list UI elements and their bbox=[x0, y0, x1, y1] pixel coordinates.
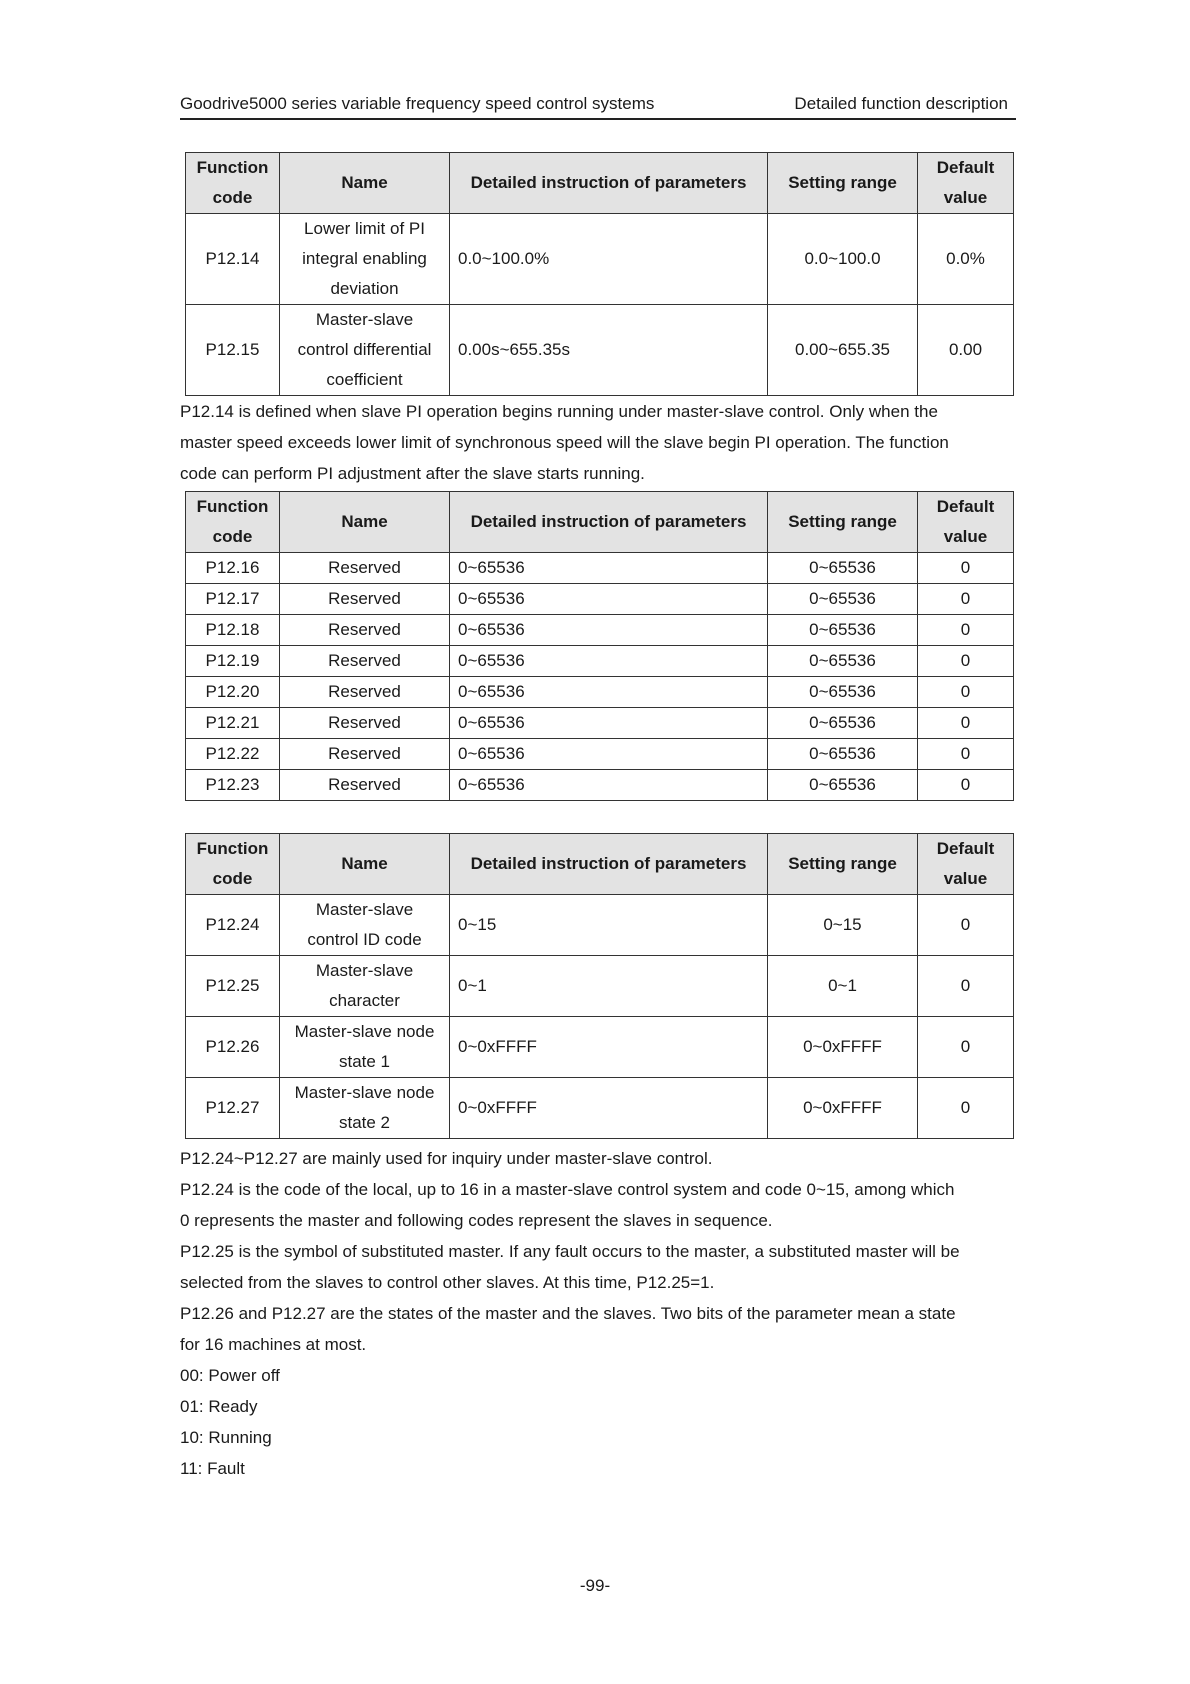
cell-range: 0~0xFFFF bbox=[768, 1017, 918, 1078]
cell-name: Reserved bbox=[280, 646, 450, 677]
table-header-row bbox=[186, 834, 1014, 895]
table-row bbox=[186, 956, 1014, 1017]
cell-code: P12.21 bbox=[186, 708, 280, 739]
cell-detail: 0.0~100.0% bbox=[450, 214, 768, 305]
cell-name: Reserved bbox=[280, 615, 450, 646]
table-row bbox=[186, 305, 1014, 396]
cell-default: 0.00 bbox=[918, 305, 1014, 396]
table-row bbox=[186, 615, 1014, 646]
cell-name: Master-slave node state 2 bbox=[280, 1078, 450, 1139]
cell-default: 0 bbox=[918, 708, 1014, 739]
cell-range: 0~65536 bbox=[768, 584, 918, 615]
cell-range: 0~65536 bbox=[768, 677, 918, 708]
state-item: 01: Ready bbox=[180, 1397, 258, 1416]
table-row bbox=[186, 584, 1014, 615]
header-name: Name bbox=[280, 834, 450, 895]
cell-name: Master-slave character bbox=[280, 956, 450, 1017]
cell-code: P12.15 bbox=[186, 305, 280, 396]
table-row bbox=[186, 895, 1014, 956]
header-detailed-instruction: Detailed instruction of parameters bbox=[450, 153, 768, 214]
cell-name: Reserved bbox=[280, 584, 450, 615]
cell-code: P12.18 bbox=[186, 615, 280, 646]
cell-code: P12.17 bbox=[186, 584, 280, 615]
cell-default: 0 bbox=[918, 677, 1014, 708]
cell-name: Reserved bbox=[280, 553, 450, 584]
cell-range: 0~65536 bbox=[768, 553, 918, 584]
cell-detail: 0~15 bbox=[450, 895, 768, 956]
state-item: 10: Running bbox=[180, 1428, 272, 1447]
cell-name: Master-slave control differential coefficient bbox=[280, 305, 450, 396]
cell-detail: 0~1 bbox=[450, 956, 768, 1017]
cell-detail: 0~0xFFFF bbox=[450, 1017, 768, 1078]
header-detailed-instruction: Detailed instruction of parameters bbox=[450, 492, 768, 553]
cell-range: 0~1 bbox=[768, 956, 918, 1017]
cell-name: Master-slave control ID code bbox=[280, 895, 450, 956]
header-document-title: Goodrive5000 series variable frequency speed control systems bbox=[180, 94, 655, 113]
table-row bbox=[186, 739, 1014, 770]
cell-default: 0 bbox=[918, 739, 1014, 770]
cell-detail: 0~65536 bbox=[450, 677, 768, 708]
state-item: 00: Power off bbox=[180, 1366, 280, 1385]
cell-default: 0 bbox=[918, 956, 1014, 1017]
cell-detail: 0~0xFFFF bbox=[450, 1078, 768, 1139]
table-row bbox=[186, 1017, 1014, 1078]
cell-code: P12.20 bbox=[186, 677, 280, 708]
cell-default: 0.0% bbox=[918, 214, 1014, 305]
header-default-value: Default value bbox=[918, 834, 1014, 895]
table-row bbox=[186, 553, 1014, 584]
cell-detail: 0~65536 bbox=[450, 584, 768, 615]
cell-name: Lower limit of PI integral enabling deviation bbox=[280, 214, 450, 305]
cell-detail: 0~65536 bbox=[450, 615, 768, 646]
cell-default: 0 bbox=[918, 553, 1014, 584]
table-row bbox=[186, 646, 1014, 677]
table-row bbox=[186, 1078, 1014, 1139]
cell-name: Reserved bbox=[280, 677, 450, 708]
cell-range: 0.00~655.35 bbox=[768, 305, 918, 396]
table-row bbox=[186, 708, 1014, 739]
cell-detail: 0~65536 bbox=[450, 708, 768, 739]
cell-range: 0~15 bbox=[768, 895, 918, 956]
header-default-value: Default value bbox=[918, 153, 1014, 214]
page-header bbox=[180, 92, 1016, 120]
header-name: Name bbox=[280, 492, 450, 553]
cell-code: P12.24 bbox=[186, 895, 280, 956]
table-row bbox=[186, 214, 1014, 305]
header-function-code: Function code bbox=[186, 153, 280, 214]
header-setting-range: Setting range bbox=[768, 153, 918, 214]
cell-default: 0 bbox=[918, 584, 1014, 615]
cell-code: P12.16 bbox=[186, 553, 280, 584]
cell-range: 0~65536 bbox=[768, 615, 918, 646]
cell-code: P12.23 bbox=[186, 770, 280, 801]
cell-default: 0 bbox=[918, 646, 1014, 677]
header-detailed-instruction: Detailed instruction of parameters bbox=[450, 834, 768, 895]
paragraph-master-slave-notes: P12.24~P12.27 are mainly used for inquiry under master-slave control. P12.24 is the code of the local, up to 16 in a master-slave control system and code 0~15, among which 0 represents the master and following codes represent the slaves in sequence. P12.25 is the symbol of substituted master. If any fault occurs to the master, a substituted master will be selected from the slaves to control other slaves. At this time, P12.25=1. P12.26 and P12.27 are the states of the master and the slaves. Two bits of the parameter mean a state for 16 machines at most. 00: Power off 01: Ready 10: Running 11: Fault bbox=[180, 1143, 1016, 1484]
cell-detail: 0.00s~655.35s bbox=[450, 305, 768, 396]
table-header-row bbox=[186, 492, 1014, 553]
parameter-table-3 bbox=[185, 833, 1014, 1139]
header-default-value: Default value bbox=[918, 492, 1014, 553]
table-header-row bbox=[186, 153, 1014, 214]
cell-code: P12.19 bbox=[186, 646, 280, 677]
cell-default: 0 bbox=[918, 770, 1014, 801]
cell-detail: 0~65536 bbox=[450, 739, 768, 770]
cell-detail: 0~65536 bbox=[450, 646, 768, 677]
header-function-code: Function code bbox=[186, 834, 280, 895]
cell-default: 0 bbox=[918, 1017, 1014, 1078]
cell-detail: 0~65536 bbox=[450, 553, 768, 584]
cell-code: P12.27 bbox=[186, 1078, 280, 1139]
table-row bbox=[186, 677, 1014, 708]
cell-range: 0~65536 bbox=[768, 646, 918, 677]
header-setting-range: Setting range bbox=[768, 492, 918, 553]
cell-range: 0~0xFFFF bbox=[768, 1078, 918, 1139]
cell-default: 0 bbox=[918, 615, 1014, 646]
cell-name: Reserved bbox=[280, 770, 450, 801]
cell-code: P12.22 bbox=[186, 739, 280, 770]
parameter-table-2 bbox=[185, 491, 1014, 801]
cell-name: Reserved bbox=[280, 708, 450, 739]
header-setting-range: Setting range bbox=[768, 834, 918, 895]
cell-range: 0~65536 bbox=[768, 739, 918, 770]
header-function-code: Function code bbox=[186, 492, 280, 553]
page-number: -99- bbox=[579, 1576, 611, 1595]
cell-detail: 0~65536 bbox=[450, 770, 768, 801]
cell-default: 0 bbox=[918, 895, 1014, 956]
cell-name: Reserved bbox=[280, 739, 450, 770]
cell-code: P12.25 bbox=[186, 956, 280, 1017]
header-section-title: Detailed function description bbox=[794, 94, 1008, 113]
cell-code: P12.14 bbox=[186, 214, 280, 305]
cell-range: 0~65536 bbox=[768, 708, 918, 739]
cell-default: 0 bbox=[918, 1078, 1014, 1139]
table-row bbox=[186, 770, 1014, 801]
state-item: 11: Fault bbox=[180, 1459, 245, 1478]
paragraph-p1214-description: P12.14 is defined when slave PI operation begins running under master-slave control. Only when the master speed exceeds lower limit of synchronous speed will the slave begin PI operation. The function code can perform PI adjustment after the slave starts running. bbox=[180, 402, 949, 483]
cell-range: 0.0~100.0 bbox=[768, 214, 918, 305]
cell-name: Master-slave node state 1 bbox=[280, 1017, 450, 1078]
cell-range: 0~65536 bbox=[768, 770, 918, 801]
cell-code: P12.26 bbox=[186, 1017, 280, 1078]
header-name: Name bbox=[280, 153, 450, 214]
parameter-table-1 bbox=[185, 152, 1014, 396]
